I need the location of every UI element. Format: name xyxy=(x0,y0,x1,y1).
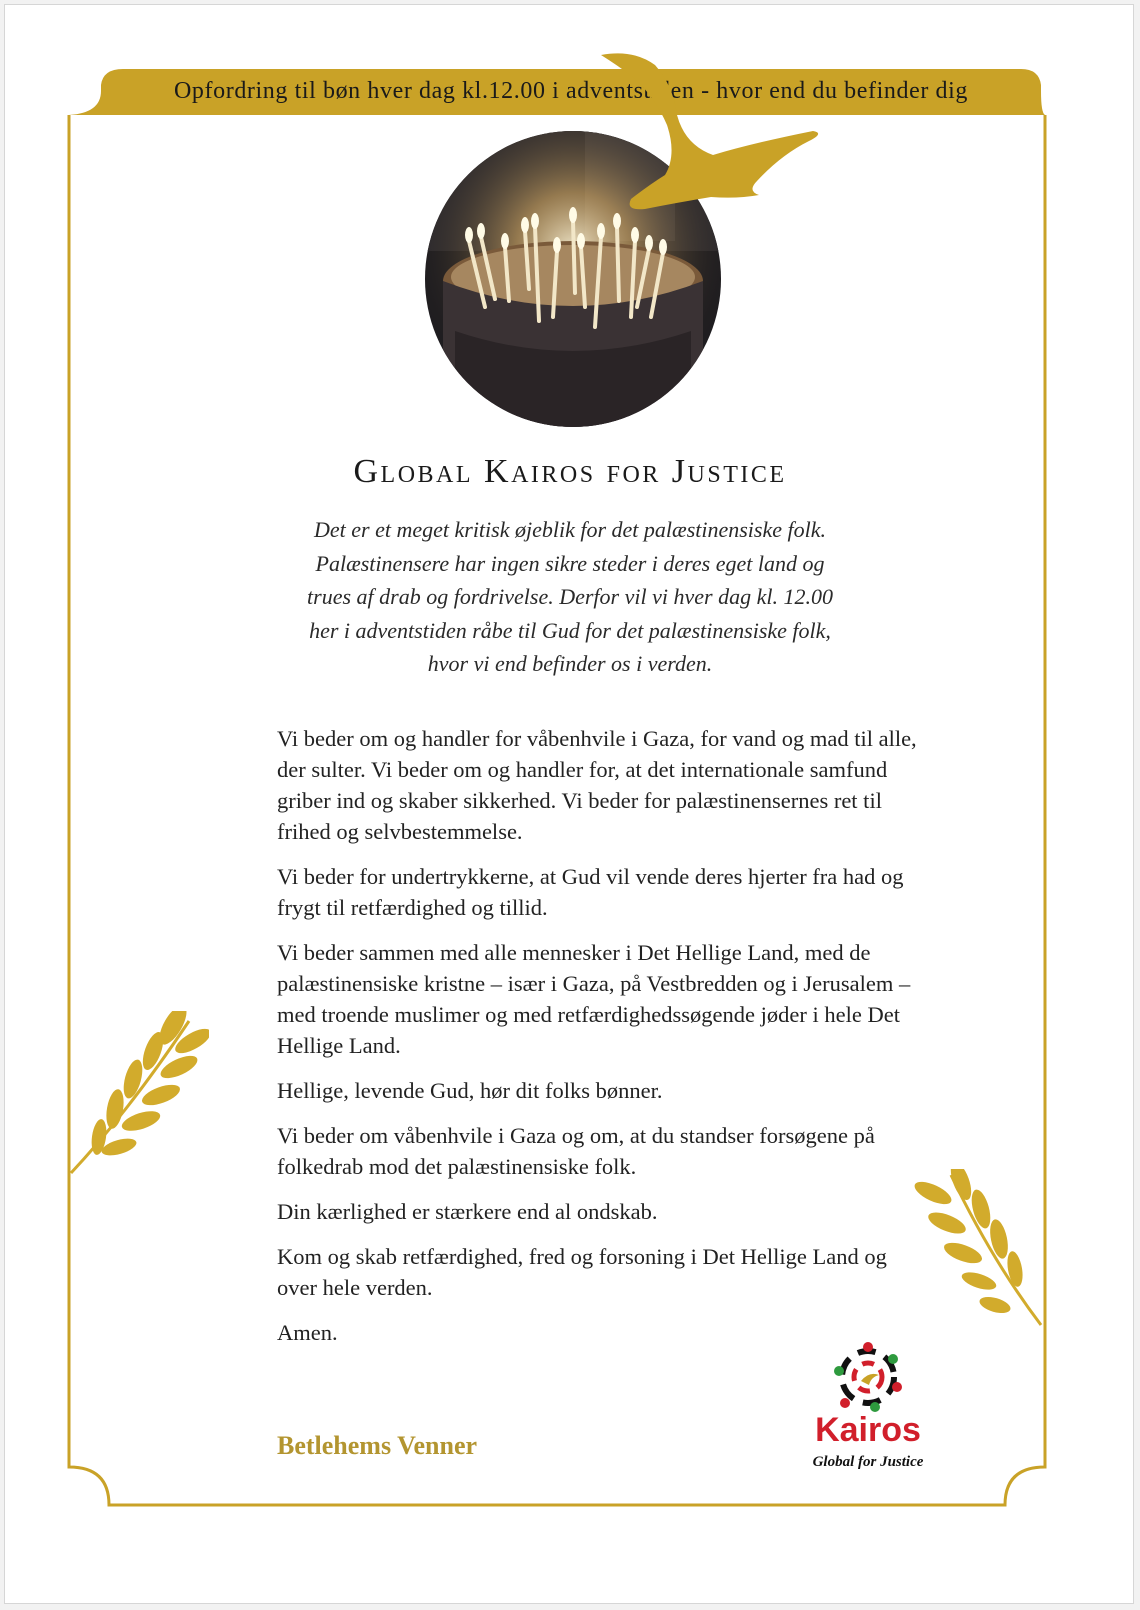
prayer-paragraph: Amen. xyxy=(277,1320,338,1345)
logo-tagline: Global for Justice xyxy=(812,1454,924,1470)
intro-line: Det er et meget kritisk øjeblik for det palæstinensiske folk. xyxy=(314,517,826,542)
dove-icon xyxy=(5,5,1134,265)
intro-line: Palæstinensere har ingen sikre steder i deres eget land og xyxy=(315,550,825,576)
prayer-paragraph: Vi beder om våbenhvile i Gaza og om, at du standser forsøgene på folkedrab mod det palæstinensiske folk. xyxy=(277,1123,875,1179)
intro-text xyxy=(245,513,895,681)
logo-wordmark: Kairos xyxy=(815,1411,921,1449)
olive-branch-icon xyxy=(69,1011,209,1177)
intro-line: trues af drab og fordrivelse. Derfor vil vi hver dag kl. 12.00 xyxy=(307,584,833,609)
prayer-paragraph: Vi beder for undertrykkerne, at Gud vil vende deres hjerter fra had og frygt til retfærdighed og tillid. xyxy=(277,864,904,920)
olive-branch-icon xyxy=(911,1169,1043,1329)
logo-emblem xyxy=(803,1341,933,1417)
sender-name: Betlehems Venner xyxy=(277,1431,478,1460)
page-title: Global Kairos for Justice xyxy=(353,453,787,490)
prayer-paragraph: Vi beder om og handler for våbenhvile i Gaza, for vand og mad til alle, der sulter. Vi beder om og handler for, at det internationale samfund griber ind og skaber sikkerhed. Vi beder for palæstinensernes ret til frihed og selvbestemmelse. xyxy=(277,726,917,844)
prayer-paragraph: Kom og skab retfærdighed, fred og forsoning i Det Hellige Land og over hele verden. xyxy=(277,1244,887,1300)
kairos-logo xyxy=(803,1341,933,1487)
prayer-paragraph: Vi beder sammen med alle mennesker i Det Hellige Land, med de palæstinensiske kristne – især i Gaza, på Vestbredden og i Jerusalem – med troende muslimer og med retfærdighedssøgende jøder i hele Det Hellige Land. xyxy=(277,940,911,1058)
banner-text: Opfordring til bøn hver dag kl.12.00 i adventstiden - hvor end du befinder dig xyxy=(174,78,968,104)
intro-line: hvor vi end befinder os i verden. xyxy=(427,651,713,676)
prayer-poster xyxy=(4,4,1134,1604)
prayer-text xyxy=(277,723,927,1362)
intro-line: her i adventstiden råbe til Gud for det palæstinensiske folk, xyxy=(309,617,831,643)
prayer-paragraph: Din kærlighed er stærkere end al ondskab. xyxy=(277,1199,658,1224)
prayer-paragraph: Hellige, levende Gud, hør dit folks bønner. xyxy=(277,1078,663,1103)
